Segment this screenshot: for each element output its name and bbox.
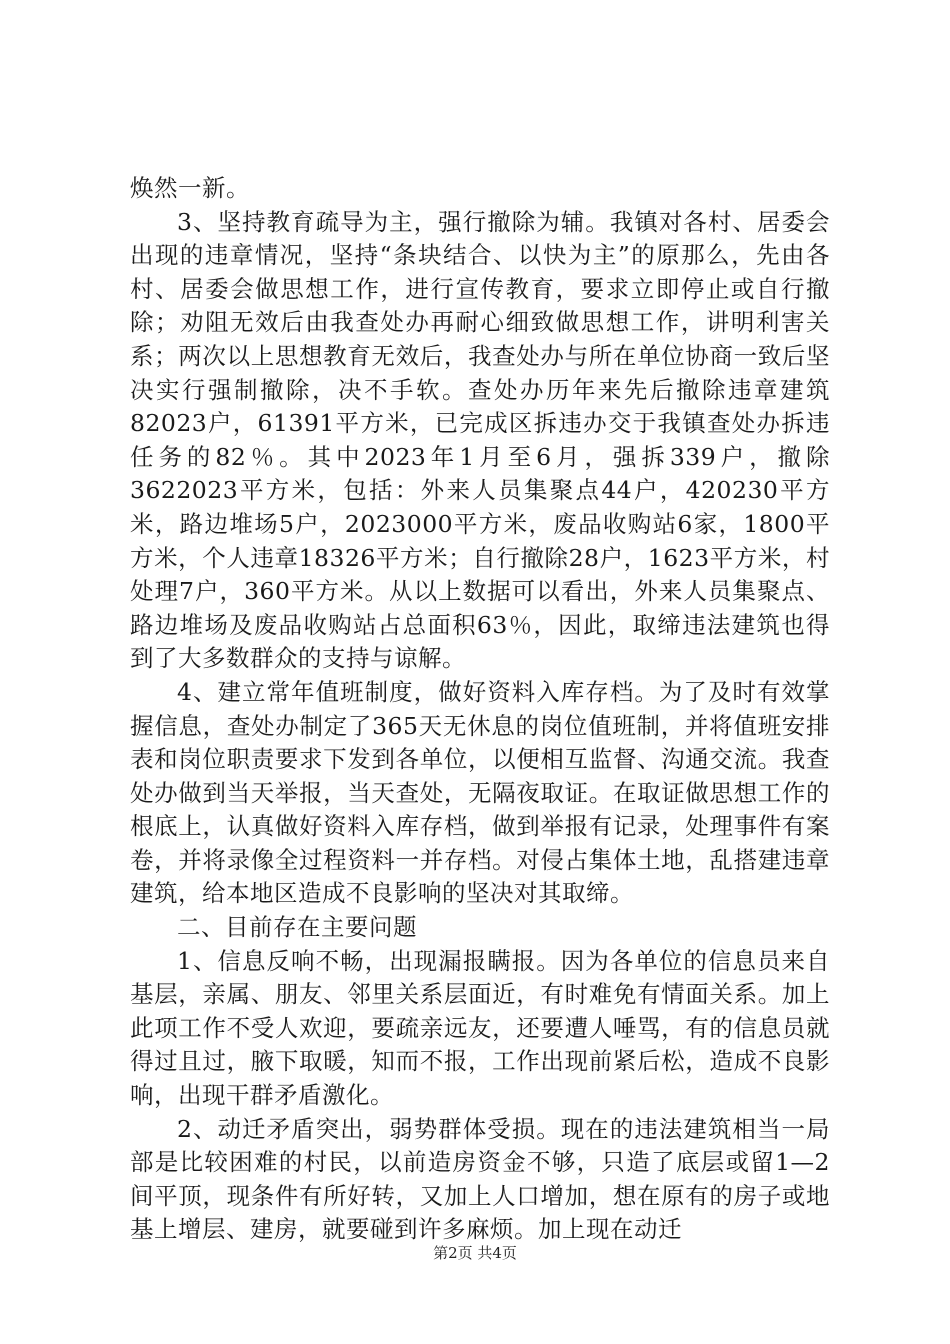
page-number-footer: 第2页 共4页 — [433, 1244, 517, 1262]
paragraph-item-3: 3、坚持教育疏导为主，强行撤除为辅。我镇对各村、居委会出现的违章情况，坚持“条块结合、以快为主”的原那么，先由各村、居委会做思想工作，进行宣传教育，要求立即停止或自行撤除；劝阻无效后由我查处办再耐心细致做思想工作，讲明利害关系；两次以上思想教育无效后，我查处办与所在单位协商一致后坚决实行强制撤除，决不手软。查处办历年来先后撤除违章建筑82023户，61391平方米，已完成区拆违办交于我镇查处办拆违任务的82％。其中2023年1月至6月，强拆339户，撤除3622023平方米，包括：外来人员集聚点44户，420230平方米，路边堆场5户，2023000平方米，废品收购站6家，1800平方米，个人违章18326平方米；自行撤除28户，1623平方米，村处理7户，360平方米。从以上数据可以看出，外来人员集聚点、路边堆场及废品收购站占总面积63％，因此，取缔违法建筑也得到了大多数群众的支持与谅解。 — [130, 207, 830, 673]
paragraph-problem-1: 1、信息反响不畅，出现漏报瞒报。因为各单位的信息员来自基层，亲属、朋友、邻里关系层面近，有时难免有情面关系。加上此项工作不受人欢迎，要疏亲远友，还要遭人唾骂，有的信息员就得过且过，腋下取暖，知而不报，工作出现前紧后松，造成不良影响，出现干群矛盾激化。 — [130, 946, 830, 1110]
section-heading-2: 二、目前存在主要问题 — [177, 913, 417, 942]
document-body — [130, 172, 830, 1247]
paragraph-problem-2: 2、动迁矛盾突出，弱势群体受损。现在的违法建筑相当一局部是比较困难的村民，以前造房资金不够，只造了底层或留1—2间平顶，现条件有所好转，又加上人口增加，想在原有的房子或地基上增层、建房，就要碰到许多麻烦。加上现在动迁 — [130, 1114, 830, 1244]
paragraph-continuation: 焕然一新。 — [130, 174, 250, 202]
paragraph-item-4: 4、建立常年值班制度，做好资料入库存档。为了及时有效掌握信息，查处办制定了365天无休息的岗位值班制，并将值班安排表和岗位职责要求下发到各单位，以便相互监督、沟通交流。我查处办做到当天举报，当天查处，无隔夜取证。在取证做思想工作的根底上，认真做好资料入库存档，做到举报有记录，处理事件有案卷，并将录像全过程资料一并存档。对侵占集体土地，乱搭建违章建筑，给本地区造成不良影响的坚决对其取缔。 — [130, 677, 830, 908]
